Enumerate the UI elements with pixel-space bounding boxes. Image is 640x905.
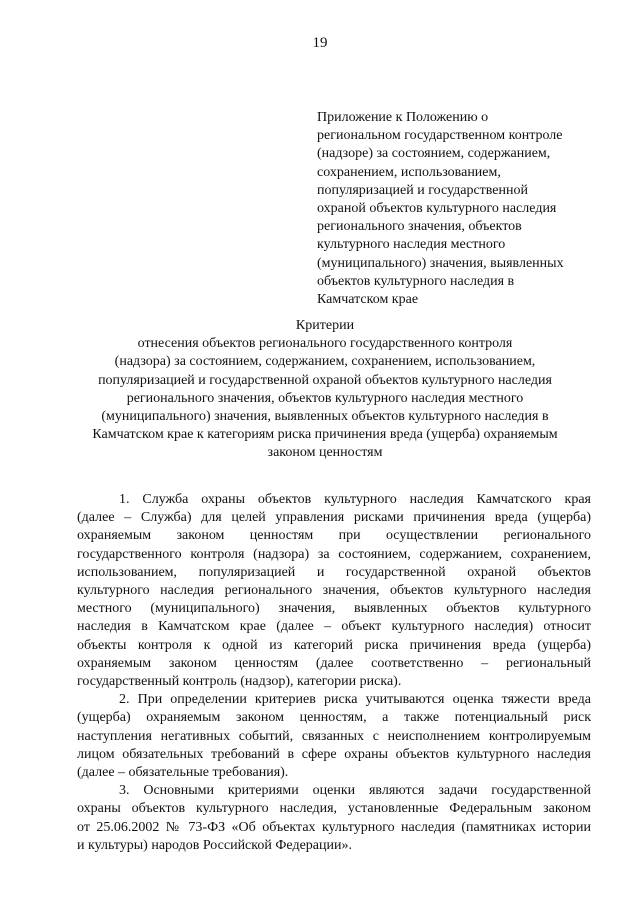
paragraph-2 — [77, 691, 591, 782]
paragraph-line: местного (муниципального) значения, выявленных объектов культурного — [77, 601, 591, 617]
document-body — [77, 491, 591, 855]
paragraph-line: (далее – Служба) для целей управления рисками причинения вреда (ущерба) — [77, 510, 591, 526]
paragraph-line: 1. Служба охраны объектов культурного наследия Камчатского края — [119, 492, 591, 507]
appendix-line: регионального значения, объектов — [317, 219, 522, 235]
appendix-line: сохранением, использованием, — [317, 164, 501, 180]
appendix-line: (муниципального) значения, выявленных — [317, 255, 564, 271]
appendix-line: региональном государственном контроле — [317, 128, 563, 144]
appendix-line: (надзоре) за состоянием, содержанием, — [317, 146, 551, 162]
heading-line: законом ценностям — [267, 445, 383, 461]
heading-title: Критерии — [295, 318, 355, 333]
paragraph-line: государственного контроля (надзора) за состоянием, содержанием, сохранением, — [77, 546, 591, 562]
appendix-line: охраной объектов культурного наследия — [317, 201, 557, 217]
heading-line: отнесения объектов регионального государственного контроля — [137, 336, 513, 352]
paragraph-line: наступления негативных событий, связанных с неисполнением контролируемым — [77, 728, 591, 744]
heading-line: популяризацией и государственной охраной объектов культурного наследия — [98, 372, 552, 388]
heading-line: (муниципального) значения, выявленных объектов культурного наследия в — [101, 409, 549, 425]
paragraph-line: объекты контроля к одной из категорий риска причинения вреда (ущерба) — [77, 637, 591, 653]
paragraph-line: культурного наследия регионального значения, объектов культурного наследия — [77, 583, 591, 599]
paragraph-line: наследия в Камчатском крае (далее – объект культурного наследия) относит — [77, 619, 591, 635]
paragraph-line: лицом обязательных требований в сфере охраны объектов культурного наследия — [77, 746, 591, 762]
appendix-line: популяризацией и государственной — [317, 182, 528, 198]
paragraph-line: охраняемым законом ценностям при осуществлении регионального — [77, 528, 591, 544]
paragraph-line: государственный контроль (надзор), категории риска). — [77, 674, 402, 690]
document-heading — [60, 317, 590, 463]
heading-line: (надзора) за состоянием, содержанием, сохранением, использованием, — [114, 354, 536, 370]
paragraph-line: от 25.06.2002 № 73-ФЗ «Об объектах культурного наследия (памятниках истории — [77, 819, 591, 835]
paragraph-line: (далее – обязательные требования). — [77, 765, 289, 781]
paragraph-3 — [77, 782, 591, 855]
paragraph-line: и культуры) народов Российской Федерации». — [77, 837, 352, 853]
appendix-line: Приложение к Положению о — [317, 110, 489, 125]
appendix-line: культурного наследия местного — [317, 237, 506, 253]
paragraph-line: 3. Основными критериями оценки являются задачи государственной — [119, 783, 591, 799]
paragraph-line: (ущерба) охраняемым законом ценностям, а также потенциальный риск — [77, 710, 591, 726]
paragraph-line: охраняемым законом ценностям (далее соответственно – региональный — [77, 655, 591, 671]
appendix-line: объектов культурного наследия в — [317, 273, 515, 289]
paragraph-line: охраны объектов культурного наследия, установленные Федеральным законом — [77, 801, 591, 817]
heading-line: регионального значения, объектов культурного наследия местного — [126, 390, 524, 406]
heading-line: Камчатском крае к категориям риска причинения вреда (ущерба) охраняемым — [92, 427, 558, 443]
paragraph-line: 2. При определении критериев риска учитываются оценка тяжести вреда — [119, 692, 591, 708]
page-number: 19 — [312, 35, 328, 51]
paragraph-1 — [77, 491, 591, 691]
paragraph-line: использованием, популяризацией и государственной охраной объектов — [77, 564, 591, 580]
appendix-line: Камчатском крае — [317, 292, 419, 308]
appendix-note — [317, 109, 602, 309]
